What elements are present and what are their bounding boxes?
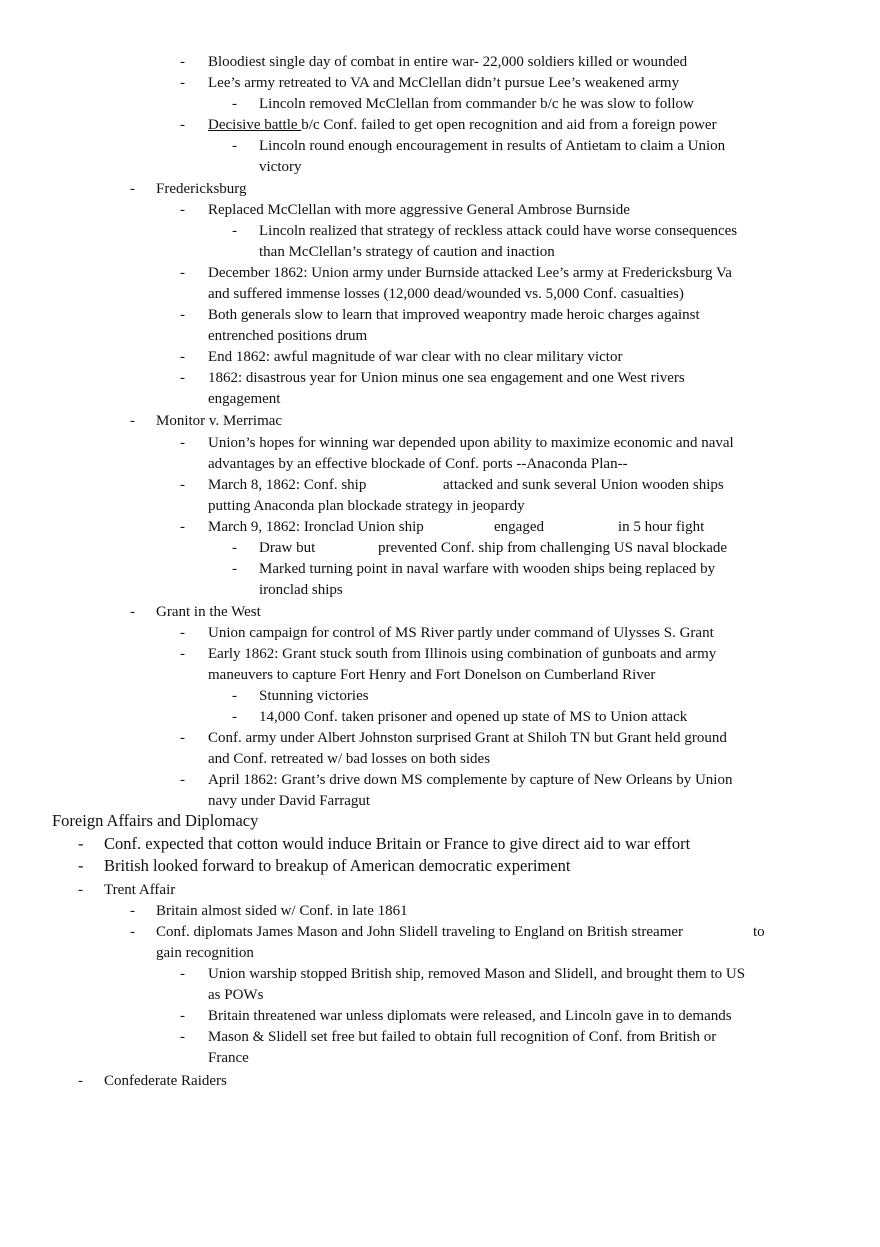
note-line: Draw but	[259, 540, 316, 556]
note-line: Britain threatened war unless diplomats were released, and Lincoln gave in to demands	[208, 1008, 732, 1024]
bullet: -	[180, 772, 185, 788]
section-heading: Monitor v. Merrimac	[156, 413, 283, 429]
section-heading: Trent Affair	[104, 882, 176, 898]
bullet: -	[232, 223, 237, 239]
note-line: Mason & Slidell set free but failed to obtain full recognition of Conf. from British or	[208, 1029, 717, 1045]
bullet: -	[78, 1073, 83, 1089]
bullet: -	[180, 349, 185, 365]
bullet: -	[180, 265, 185, 281]
note-line: Both generals slow to learn that improved weapontry made heroic charges against	[208, 307, 700, 323]
note-line-rest: b/c Conf. failed to get open recognition and aid from a foreign power	[301, 117, 717, 133]
note-line: Stunning victories	[259, 688, 369, 704]
note-line-cont: ironclad ships	[259, 582, 343, 598]
bullet: -	[78, 856, 84, 875]
bullet: -	[130, 413, 135, 429]
note-line	[208, 115, 717, 136]
note-line: 14,000 Conf. taken prisoner and opened up state of MS to Union attack	[259, 709, 688, 725]
note-line: Marked turning point in naval warfare with wooden ships being replaced by	[259, 561, 716, 577]
bullet: -	[180, 1008, 185, 1024]
note-line-cont: engagement	[208, 391, 281, 407]
bullet: -	[180, 202, 185, 218]
note-line-rest: prevented Conf. ship from challenging US naval blockade	[378, 540, 728, 556]
bullet: -	[78, 834, 84, 853]
bullet: -	[180, 75, 185, 91]
note-line-cont: advantages by an effective blockade of Conf. ports --Anaconda Plan--	[208, 456, 628, 472]
bullet: -	[232, 96, 237, 112]
section-heading: Grant in the West	[156, 604, 261, 620]
bullet: -	[130, 924, 135, 940]
note-line: Union campaign for control of MS River partly under command of Ulysses S. Grant	[208, 625, 714, 641]
bullet: -	[180, 370, 185, 386]
bullet: -	[232, 138, 237, 154]
bullet: -	[232, 540, 237, 556]
note-line: Lincoln removed McClellan from commander b/c he was slow to follow	[259, 96, 694, 112]
bullet: -	[180, 1029, 185, 1045]
note-line: Britain almost sided w/ Conf. in late 1861	[156, 903, 408, 919]
note-line: 1862: disastrous year for Union minus one sea engagement and one West rivers	[208, 370, 685, 386]
section-title: Foreign Affairs and Diplomacy	[52, 811, 259, 830]
section-heading: Confederate Raiders	[104, 1073, 227, 1089]
bullet: -	[180, 730, 185, 746]
note-line-cont: victory	[259, 159, 302, 175]
note-line: December 1862: Union army under Burnside attacked Lee’s army at Fredericksburg Va	[208, 265, 732, 281]
note-line-cont: France	[208, 1050, 249, 1066]
note-line-cont: as POWs	[208, 987, 264, 1003]
note-line-rest: attacked and sunk several Union wooden ships	[443, 477, 724, 493]
note-line-cont: than McClellan’s strategy of caution and inaction	[259, 244, 555, 260]
bullet: -	[180, 519, 185, 535]
note-line: British looked forward to breakup of American democratic experiment	[104, 856, 571, 875]
note-line: Replaced McClellan with more aggressive General Ambrose Burnside	[208, 202, 630, 218]
section-heading: Fredericksburg	[156, 181, 247, 197]
note-line: Bloodiest single day of combat in entire war- 22,000 soldiers killed or wounded	[208, 54, 688, 70]
bullet: -	[180, 646, 185, 662]
note-line: Conf. expected that cotton would induce Britain or France to give direct aid to war effort	[104, 834, 691, 853]
bullet: -	[180, 966, 185, 982]
bullet: -	[130, 181, 135, 197]
note-line: Lincoln round enough encouragement in results of Antietam to claim a Union	[259, 138, 726, 154]
bullet: -	[180, 117, 185, 133]
note-line-cont: maneuvers to capture Fort Henry and Fort Donelson on Cumberland River	[208, 667, 656, 683]
note-line: End 1862: awful magnitude of war clear with no clear military victor	[208, 349, 623, 365]
note-line-cont: entrenched positions drum	[208, 328, 368, 344]
note-line-rest: in 5 hour fight	[618, 519, 705, 535]
bullet: -	[180, 625, 185, 641]
bullet: -	[180, 307, 185, 323]
note-line: March 9, 1862: Ironclad Union ship	[208, 519, 424, 535]
bullet: -	[232, 709, 237, 725]
underlined-phrase: Decisive battle	[208, 117, 302, 133]
bullet: -	[180, 54, 185, 70]
bullet: -	[232, 561, 237, 577]
note-line-cont: putting Anaconda plan blockade strategy in jeopardy	[208, 498, 525, 514]
note-line-cont: navy under David Farragut	[208, 793, 371, 809]
bullet: -	[130, 604, 135, 620]
note-line: Early 1862: Grant stuck south from Illinois using combination of gunboats and army	[208, 646, 717, 662]
note-line: March 8, 1862: Conf. ship	[208, 477, 367, 493]
bullet: -	[180, 435, 185, 451]
note-line-cont: and Conf. retreated w/ bad losses on both sides	[208, 751, 491, 767]
note-line-rest: engaged	[494, 519, 544, 535]
note-line: Lee’s army retreated to VA and McClellan didn’t pursue Lee’s weakened army	[208, 75, 680, 91]
note-line: Conf. army under Albert Johnston surprised Grant at Shiloh TN but Grant held ground	[208, 730, 727, 746]
note-line-rest: to	[753, 924, 765, 940]
note-line: Union’s hopes for winning war depended upon ability to maximize economic and naval	[208, 435, 734, 451]
bullet: -	[232, 688, 237, 704]
note-line: Union warship stopped British ship, removed Mason and Slidell, and brought them to US	[208, 966, 746, 982]
note-line-cont: and suffered immense losses (12,000 dead/wounded vs. 5,000 Conf. casualties)	[208, 286, 684, 302]
note-line: Lincoln realized that strategy of reckless attack could have worse consequences	[259, 223, 738, 239]
bullet: -	[78, 882, 83, 898]
note-line: April 1862: Grant’s drive down MS complemente by capture of New Orleans by Union	[208, 772, 733, 788]
note-line-cont: gain recognition	[156, 945, 254, 961]
note-line: Conf. diplomats James Mason and John Slidell traveling to England on British streamer	[156, 924, 684, 940]
bullet: -	[130, 903, 135, 919]
bullet: -	[180, 477, 185, 493]
